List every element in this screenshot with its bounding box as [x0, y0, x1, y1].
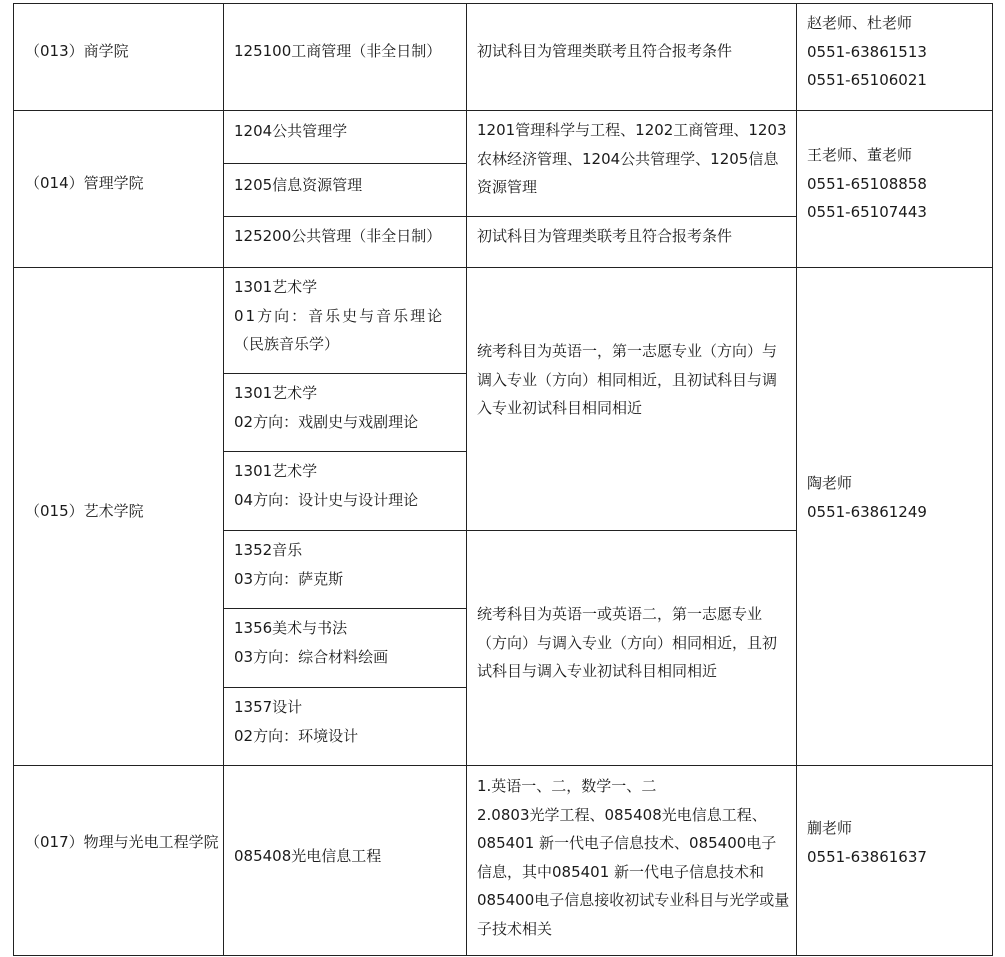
requirement-line: 2.0803光学工程、085408光电信息工程、085401 新一代电子信息技术、085400电子信息，其中085401 新一代电子信息技术和085400电子信息接收初试专业科目与光学或量子技术相关 [477, 805, 790, 938]
major-name: 1301艺术学 [234, 462, 318, 480]
major-name: 1204公共管理学 [234, 122, 348, 140]
major-direction: 02方向：戏剧史与戏剧理论 [234, 412, 419, 431]
major-name: 1357设计 [234, 698, 303, 716]
contact-teachers: 蒯老师 [807, 819, 853, 837]
major-name: 085408光电信息工程 [234, 847, 382, 865]
major-name: 1205信息资源管理 [234, 176, 363, 194]
row-border [13, 955, 993, 956]
major-name: 125100工商管理（非全日制） [234, 42, 442, 60]
requirement-cell [477, 772, 791, 943]
requirement-cell [477, 37, 732, 66]
row-border [223, 687, 466, 688]
college-cell [25, 497, 144, 526]
major-direction: 02方向：环境设计 [234, 726, 359, 745]
major-direction: （民族音乐学） [234, 335, 340, 353]
major-direction: 03方向：萨克斯 [234, 569, 344, 588]
contact-phone: 0551-63861637 [807, 847, 927, 866]
requirement-cell [477, 337, 791, 423]
requirement-cell [477, 116, 791, 202]
column-border [13, 3, 14, 956]
contact-cell [807, 469, 927, 526]
college-name: （015）艺术学院 [25, 502, 144, 520]
contact-cell [807, 9, 927, 95]
requirement-text: 初试科目为管理类联考且符合报考条件 [477, 227, 733, 245]
major-name: 1352音乐 [234, 541, 303, 559]
major-cell [234, 457, 418, 514]
major-cell [234, 842, 381, 871]
contact-cell [807, 814, 927, 871]
contact-phone: 0551-63861249 [807, 502, 927, 521]
row-border [13, 110, 993, 111]
major-name: 125200公共管理（非全日制） [234, 227, 442, 245]
row-border [223, 373, 466, 374]
major-cell [234, 37, 441, 66]
college-cell [25, 37, 129, 66]
college-cell [25, 169, 144, 198]
contact-teachers: 赵老师、杜老师 [807, 14, 913, 32]
requirement-cell [477, 222, 732, 251]
major-direction: 01方向：音乐史与音乐理论 [234, 306, 445, 325]
major-cell [234, 536, 343, 593]
major-name: 1301艺术学 [234, 384, 318, 402]
column-border [466, 3, 467, 956]
column-border [992, 3, 993, 956]
row-border [223, 530, 797, 531]
requirement-text: 1201管理科学与工程、1202工商管理、1203农林经济管理、1204公共管理学、1205信息资源管理 [477, 121, 787, 196]
requirement-text: 统考科目为英语一或英语二，第一志愿专业（方向）与调入专业（方向）相同相近，且初试科目与调入专业初试科目相同相近 [477, 605, 778, 680]
contact-cell [807, 141, 927, 227]
major-direction: 04方向：设计史与设计理论 [234, 490, 419, 509]
row-border [13, 3, 993, 4]
major-cell [234, 171, 362, 200]
row-border [13, 765, 993, 766]
contact-phone: 0551-65108858 [807, 174, 927, 193]
contact-teachers: 陶老师 [807, 474, 853, 492]
major-name: 1301艺术学 [234, 278, 318, 296]
row-border [223, 608, 466, 609]
major-cell [234, 117, 347, 146]
row-border [223, 216, 797, 217]
contact-phone: 0551-65106021 [807, 71, 927, 89]
college-cell [25, 828, 219, 857]
row-border [223, 163, 466, 164]
major-direction: 03方向：综合材料绘画 [234, 647, 389, 666]
college-name: （017）物理与光电工程学院 [25, 833, 219, 851]
contact-teachers: 王老师、董老师 [807, 146, 913, 164]
row-border [223, 451, 466, 452]
major-name: 1356美术与书法 [234, 619, 348, 637]
requirement-line: 1.英语一、二，数学一、二 [477, 777, 657, 795]
major-cell [234, 614, 388, 671]
major-cell [234, 379, 418, 436]
row-border [13, 267, 993, 268]
column-border [796, 3, 797, 956]
college-name: （014）管理学院 [25, 174, 144, 192]
requirement-cell [477, 600, 791, 686]
contact-phone: 0551-65107443 [807, 203, 927, 221]
major-cell [234, 693, 358, 750]
college-name: （013）商学院 [25, 42, 129, 60]
major-cell [234, 273, 444, 359]
requirement-text: 统考科目为英语一，第一志愿专业（方向）与调入专业（方向）相同相近，且初试科目与调入专业初试科目相同相近 [477, 342, 778, 417]
requirement-text: 初试科目为管理类联考且符合报考条件 [477, 42, 733, 60]
major-cell [234, 222, 441, 251]
contact-phone: 0551-63861513 [807, 42, 927, 61]
column-border [223, 3, 224, 956]
